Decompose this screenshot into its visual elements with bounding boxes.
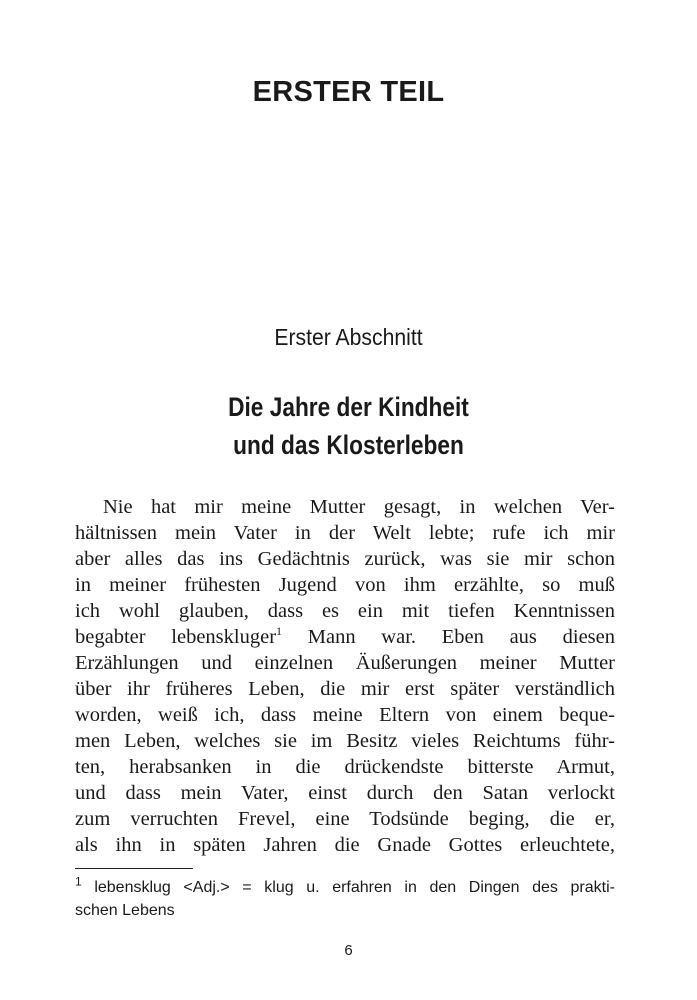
- chapter-title: [56, 388, 641, 464]
- section-title: Erster Abschnitt: [274, 324, 423, 350]
- body-line: men Leben, welches sie im Besitz vieles Reichtums führ-: [75, 730, 615, 752]
- footnote-line: schen Lebens: [75, 902, 175, 919]
- body-fragment: begabter lebenskluger: [75, 626, 277, 648]
- body-line: ten, herabsanken in die drückendste bitterste Armut,: [75, 756, 615, 778]
- chapter-title-line: und das Klosterleben: [233, 430, 464, 460]
- footnote-line: [75, 876, 615, 899]
- footnote-divider: [75, 868, 193, 869]
- body-fragment: Mann war. Eben aus diesen: [307, 626, 615, 648]
- body-line: über ihr früheres Leben, die mir erst später verständlich: [75, 678, 615, 700]
- page-number: 6: [344, 942, 353, 959]
- body-line: Erzählungen und einzelnen Äußerungen meiner Mutter: [75, 652, 615, 674]
- body-line: zum verruchten Frevel, eine Todsünde beging, die er,: [75, 808, 615, 830]
- footnote-marker: 1: [75, 874, 82, 889]
- body-line: Nie hat mir meine Mutter gesagt, in welchen Ver-: [103, 496, 615, 518]
- body-line: ich wohl glauben, dass es ein mit tiefen Kenntnissen: [75, 600, 615, 622]
- footnote-reference: 1: [276, 624, 283, 639]
- part-title: ERSTER TEIL: [252, 76, 445, 108]
- body-line: [75, 624, 615, 650]
- body-line: in meiner frühesten Jugend von ihm erzählte, so muß: [75, 574, 615, 596]
- body-line: worden, weiß ich, dass meine Eltern von einem beque-: [75, 704, 615, 726]
- body-line: hältnissen mein Vater in der Welt lebte; rufe ich mir: [75, 522, 615, 544]
- body-line: als ihn in späten Jahren die Gnade Gottes erleuchtete,: [75, 834, 615, 856]
- chapter-title-line: Die Jahre der Kindheit: [228, 392, 469, 422]
- body-line: aber alles das ins Gedächtnis zurück, was sie mir schon: [75, 548, 615, 570]
- body-line: und dass mein Vater, einst durch den Satan verlockt: [75, 782, 615, 804]
- footnote-text: lebensklug <Adj.> = klug u. erfahren in den Dingen des prakti-: [94, 879, 615, 896]
- footnote: [75, 876, 615, 922]
- body-text: [75, 494, 615, 858]
